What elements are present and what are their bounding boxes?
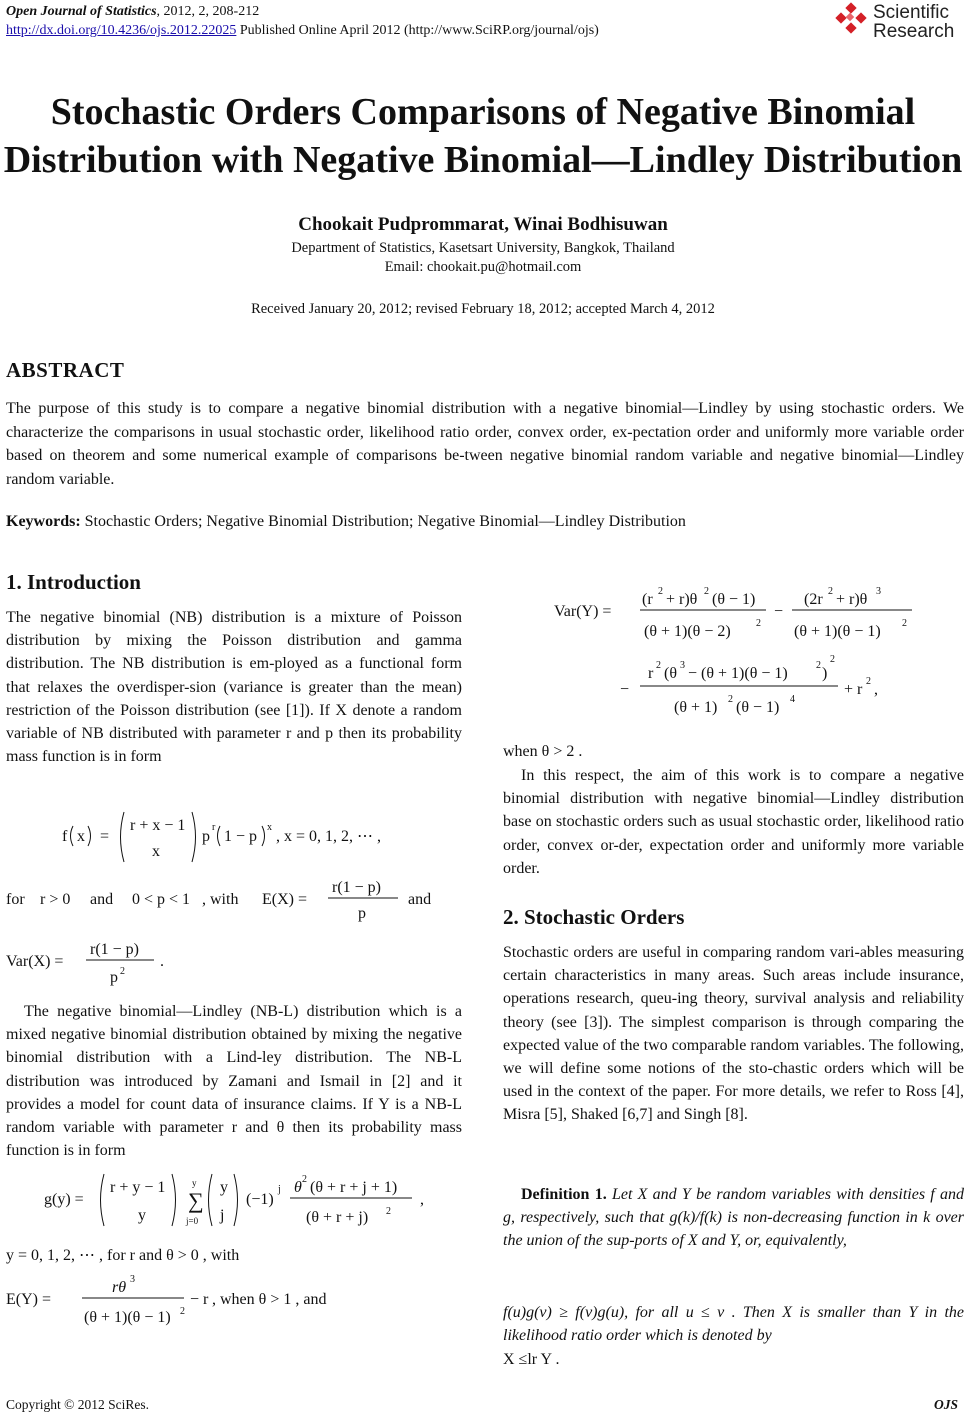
svg-text:0 < p < 1: 0 < p < 1 — [132, 891, 191, 908]
svg-text:and: and — [408, 891, 432, 908]
journal-abbreviation: OJS — [933, 1397, 958, 1412]
svg-text:f: f — [62, 828, 68, 845]
affiliation: Department of Statistics, Kasetsart University, Bangkok, Thailand — [291, 240, 675, 256]
svg-text:(θ + r + j): (θ + r + j) — [306, 1209, 369, 1226]
email: Email: chookait.pu@hotmail.com — [384, 259, 582, 275]
nbl-pmf-equation — [40, 1170, 460, 1232]
svg-text:x: x — [77, 828, 85, 845]
title-line1: Stochastic Orders Comparisons of Negative Binomial — [50, 91, 916, 133]
keywords-label: Keywords: — [6, 513, 81, 530]
nbl-parameter-range: y = 0, 1, 2, ⋯ , for r and θ > 0 , with — [6, 1247, 240, 1264]
svg-text:r > 0: r > 0 — [40, 891, 71, 908]
svg-text:(−1): (−1) — [246, 1191, 274, 1208]
svg-text:(θ − 1): (θ − 1) — [736, 699, 780, 716]
svg-text:, x = 0, 1, 2, ⋯ ,: , x = 0, 1, 2, ⋯ , — [276, 828, 382, 845]
svg-text:r + y − 1: r + y − 1 — [110, 1179, 166, 1196]
for-text: for — [6, 891, 25, 908]
svg-text:2: 2 — [120, 966, 125, 977]
copyright: Copyright © 2012 SciRes. — [6, 1397, 150, 1412]
and-text: and — [90, 891, 114, 908]
nb-mean-equation — [6, 872, 462, 924]
svg-text:2: 2 — [756, 618, 761, 629]
journal-name: Open Journal of Statistics — [6, 4, 157, 19]
when-theta-gt-1: , when θ > 1 , and — [212, 1291, 327, 1308]
svg-text:y: y — [138, 1207, 146, 1224]
svg-text:∑: ∑ — [188, 1188, 204, 1213]
svg-text:(θ + r + j + 1): (θ + r + j + 1) — [310, 1179, 398, 1196]
svg-text:,: , — [874, 681, 878, 698]
svg-text:r: r — [648, 665, 654, 682]
svg-text:2: 2 — [816, 660, 821, 671]
doi-link[interactable]: http://dx.doi.org/10.4236/ojs.2012.22025 — [6, 23, 237, 38]
svg-text:2: 2 — [180, 1306, 185, 1317]
svg-text:1 − p: 1 − p — [224, 828, 258, 845]
svg-text:(θ + 1)(θ − 1): (θ + 1)(θ − 1) — [794, 623, 881, 640]
svg-text:E(Y) =: E(Y) = — [6, 1291, 52, 1308]
logo-line2: Research — [873, 21, 955, 42]
nbl-variance-equation — [540, 574, 960, 734]
svg-text:2: 2 — [386, 1206, 391, 1217]
aim-paragraph: In this respect, the aim of this work is to compare a negative binomial distribution with negative binomial—Lindley distribution base on stochastic orders such as usual stochastic order, likelihood ratio order, convex or-der, expectation order and uniformly more variable order. — [503, 767, 964, 877]
svg-text:y: y — [192, 1178, 197, 1188]
svg-text:.: . — [160, 953, 164, 970]
svg-text:r + x − 1: r + x − 1 — [130, 817, 186, 834]
svg-text:2: 2 — [728, 694, 733, 705]
definition-condition: f(u)g(v) ≥ f(v)g(u), for all u ≤ v . Then X is smaller than Y in the likelihood ratio order which is denoted by — [503, 1304, 964, 1345]
svg-text:3: 3 — [680, 660, 685, 671]
svg-text:rθ: rθ — [112, 1279, 127, 1296]
svg-text:p: p — [110, 969, 118, 986]
svg-text:(θ: (θ — [664, 665, 677, 682]
definition-label: Definition 1. — [521, 1186, 607, 1203]
authors: Chookait Pudprommarat, Winai Bodhisuwan — [298, 214, 668, 235]
svg-text:j=0: j=0 — [186, 1216, 199, 1226]
svg-text:,: , — [420, 1191, 424, 1208]
svg-text:−: − — [620, 681, 630, 698]
svg-text:− r: − r — [190, 1291, 209, 1308]
logo-mark-icon — [833, 2, 871, 42]
abstract-heading: ABSTRACT — [6, 358, 125, 382]
abstract-text: The purpose of this study is to compare a negative binomial distribution with a negative binomial—Lindley by using stochastic orders. We characterize the comparisons in usual stochastic order, likelihood ratio order, convex order, ex-pectation order and uniformly more variable order based on theorem and some numerical example of comparisons be-tween negative binomial random variable and negative binomial—Lindley random variable. — [6, 400, 964, 488]
likelihood-ratio-notation: X ≤lr Y . — [503, 1351, 560, 1368]
svg-text:r: r — [212, 822, 216, 833]
svg-text:2: 2 — [830, 654, 835, 665]
svg-text:3: 3 — [876, 586, 881, 597]
svg-text:2: 2 — [704, 586, 709, 597]
svg-text:r(1 − p): r(1 − p) — [332, 879, 382, 896]
definition-1 — [503, 1183, 964, 1253]
svg-text:θ: θ — [294, 1179, 302, 1196]
svg-text:2: 2 — [866, 676, 871, 687]
scientific-research-logo — [833, 2, 958, 48]
svg-text:j: j — [278, 1184, 281, 1195]
svg-text:+ r)θ: + r)θ — [666, 591, 698, 608]
svg-text:x: x — [267, 822, 272, 833]
svg-text:p: p — [358, 905, 366, 922]
keywords — [6, 513, 686, 531]
svg-text:4: 4 — [790, 694, 795, 705]
svg-text:−: − — [774, 603, 784, 620]
nbl-mean-equation — [6, 1270, 462, 1332]
svg-text:(θ − 1): (θ − 1) — [712, 591, 756, 608]
svg-text:): ) — [822, 665, 828, 682]
svg-text:(r: (r — [642, 591, 653, 608]
received-dates: Received January 20, 2012; revised February 18, 2012; accepted March 4, 2012 — [251, 301, 715, 317]
paper-title — [0, 88, 966, 184]
svg-text:+ r: + r — [844, 681, 863, 698]
svg-text:(2r: (2r — [804, 591, 823, 608]
svg-text:r(1 − p): r(1 − p) — [90, 941, 140, 958]
svg-text:(θ + 1): (θ + 1) — [674, 699, 718, 716]
svg-text:=: = — [100, 828, 110, 845]
logo-line1: Scientific — [873, 2, 950, 23]
svg-text:+ r)θ: + r)θ — [836, 591, 868, 608]
stochastic-orders-paragraph: Stochastic orders are useful in comparing random vari-ables measuring certain characteristics in many areas. Such areas include insurance, operations research, queu-ing theory, survival analysis and reliability theory (see [3]). The simplest comparison is through comparing the expected value of the two comparable random variables. The following, we will define some notions of the sto-chastic orders which will be used in the context of the paper. For more details, we refer to Ross [4], Misra [5], Shaked [6,7] and Singh [8]. — [503, 944, 964, 1124]
svg-text:g(y) =: g(y) = — [44, 1191, 84, 1208]
journal-header — [6, 2, 599, 40]
svg-text:2: 2 — [902, 618, 907, 629]
with-text: , with — [202, 891, 239, 908]
svg-text:p: p — [202, 828, 210, 845]
definition-text: Let X and Y be random variables with densities f and g, respectively, such that g(k)/f(k) is non-decreasing function in k over the union of the sup-ports of X and Y, or, equivalently, — [503, 1186, 964, 1250]
journal-volume: , 2012, 2, 208-212 — [156, 4, 260, 19]
svg-text:2: 2 — [656, 660, 661, 671]
nb-variance-equation — [6, 934, 306, 990]
svg-text:2: 2 — [658, 586, 663, 597]
svg-text:2: 2 — [828, 586, 833, 597]
stochastic-orders-heading: 2. Stochastic Orders — [503, 905, 685, 929]
svg-text:E(X) =: E(X) = — [262, 891, 308, 908]
intro-paragraph-2: The negative binomial—Lindley (NB-L) distribution which is a mixed negative binomial distribution obtained by mixing the negative binomial distribution with a Lind-ley distribution. The NB-L distribution was introduced by Zamani and Ismail in [2] and it provides a model for count data of insurance claims. If Y is a NB-L random variable with parameter r and θ then its probability mass function is in form — [6, 1003, 462, 1160]
svg-text:y: y — [220, 1179, 228, 1196]
published-info: Published Online April 2012 (http://www.SciRP.org/journal/ojs) — [236, 23, 599, 38]
svg-text:− (θ + 1)(θ − 1): − (θ + 1)(θ − 1) — [688, 665, 788, 682]
svg-text:3: 3 — [130, 1274, 135, 1285]
intro-heading: 1. Introduction — [6, 570, 141, 594]
svg-text:x: x — [152, 843, 160, 860]
title-line2: Distribution with Negative Binomial—Lindley Distribution — [3, 139, 963, 181]
svg-text:2: 2 — [302, 1174, 307, 1185]
when-theta-gt-2: when θ > 2 . — [503, 743, 583, 760]
nb-pmf-equation — [40, 808, 440, 866]
affiliation-block — [0, 239, 966, 277]
svg-text:(θ + 1)(θ − 1): (θ + 1)(θ − 1) — [84, 1309, 171, 1326]
svg-text:Var(Y) =: Var(Y) = — [554, 603, 612, 620]
svg-text:Var(X) =: Var(X) = — [6, 953, 64, 970]
svg-text:j: j — [220, 1207, 225, 1224]
keywords-text: Stochastic Orders; Negative Binomial Distribution; Negative Binomial—Lindley Distribution — [80, 513, 686, 530]
intro-paragraph-1: The negative binomial (NB) distribution is a mixture of Poisson distribution by mixing the Poisson distribution and gamma distribution. The NB distribution is em-ployed as a functional form that relaxes the overdisper-sion (variance is greater than the mean) restriction of the Poisson distribution (see [1]). If X denote a random variable of NB distributed with parameter r and p then its probability mass function is in form — [6, 609, 462, 766]
svg-text:(θ + 1)(θ − 2): (θ + 1)(θ − 2) — [644, 623, 731, 640]
